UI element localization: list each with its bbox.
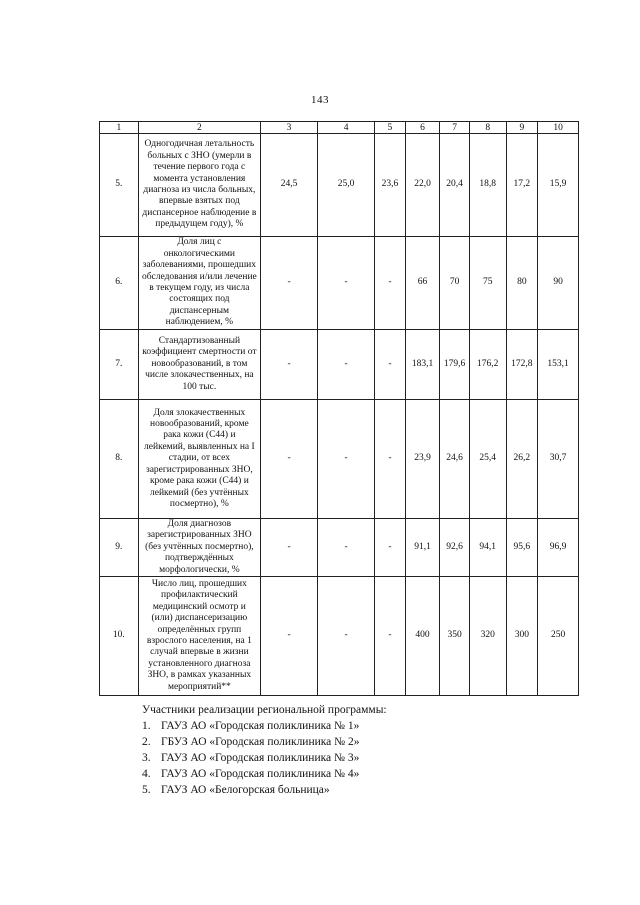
value-cell: 30,7 [538,400,579,519]
value-cell: 250 [538,577,579,696]
value-cell: - [261,400,318,519]
value-cell: 92,6 [440,519,470,577]
value-cell: 24,5 [261,134,318,237]
value-cell: 25,0 [318,134,375,237]
list-item-number: 3. [142,752,151,764]
value-cell: 23,9 [405,400,440,519]
value-cell: 17,2 [506,134,538,237]
value-cell: 24,6 [440,400,470,519]
list-item-number: 5. [142,784,151,796]
header-cell: 10 [538,122,579,134]
value-cell: 320 [469,577,506,696]
value-cell: 25,4 [469,400,506,519]
value-cell: - [261,577,318,696]
header-cell: 1 [100,122,139,134]
participants-heading: Участники реализации региональной программы: [142,704,387,716]
list-item [142,718,387,734]
header-cell: 9 [506,122,538,134]
indicator-name: Доля лиц с онкологическими заболеваниями, прошедших обследования и/или лечение в текущем году, из числа состоящих под диспансерным наблюдением, % [138,237,260,330]
value-cell: 15,9 [538,134,579,237]
list-item-text: ГАУЗ АО «Городская поликлиника № 3» [161,752,360,764]
value-cell: 75 [469,237,506,330]
header-cell: 7 [440,122,470,134]
value-cell: - [318,577,375,696]
list-item-text: ГАУЗ АО «Городская поликлиника № 4» [161,768,360,780]
value-cell: 400 [405,577,440,696]
indicator-name: Число лиц, прошедших профилактический медицинский осмотр и (или) диспансеризацию определённых групп взрослого населения, на 1 случай впервые в жизни установленного диагноза ЗНО, в рамках указанных мероприятий** [138,577,260,696]
value-cell: 91,1 [405,519,440,577]
row-number: 7. [100,330,139,400]
indicator-name: Стандартизованный коэффициент смертности от новообразований, в том числе злокачественных, на 100 тыс. [138,330,260,400]
participants-list [142,718,387,798]
row-number: 8. [100,400,139,519]
value-cell: - [261,330,318,400]
page-number: 143 [311,94,329,106]
indicator-name: Доля диагнозов зарегистрированных ЗНО (без учтённых посмертно), подтверждённых морфологически, % [138,519,260,577]
list-item [142,734,387,750]
value-cell: 172,8 [506,330,538,400]
value-cell: - [318,237,375,330]
value-cell: 22,0 [405,134,440,237]
list-item [142,750,387,766]
list-item [142,766,387,782]
value-cell: 90 [538,237,579,330]
row-number: 9. [100,519,139,577]
table-row [100,237,579,330]
value-cell: 179,6 [440,330,470,400]
list-item-text: ГАУЗ АО «Городская поликлиника № 1» [161,720,360,732]
list-item-number: 2. [142,736,151,748]
table-header-row [100,122,579,134]
value-cell: 96,9 [538,519,579,577]
value-cell: 183,1 [405,330,440,400]
value-cell: - [375,577,406,696]
header-cell: 3 [261,122,318,134]
value-cell: 300 [506,577,538,696]
participants-section [142,702,387,798]
value-cell: 18,8 [469,134,506,237]
row-number: 5. [100,134,139,237]
indicators-table [99,121,579,696]
value-cell: - [375,400,406,519]
table-row [100,400,579,519]
value-cell: 350 [440,577,470,696]
value-cell: - [318,519,375,577]
indicator-name: Одногодичная летальность больных с ЗНО (умерли в течение первого года с момента установления диагноза из числа больных, впервые взятых под диспансерное наблюдение в предыдущем году), % [138,134,260,237]
value-cell: - [375,237,406,330]
value-cell: - [375,330,406,400]
header-cell: 5 [375,122,406,134]
list-item-number: 4. [142,768,151,780]
list-item-number: 1. [142,720,151,732]
header-cell: 8 [469,122,506,134]
table-row [100,134,579,237]
value-cell: 94,1 [469,519,506,577]
value-cell: 26,2 [506,400,538,519]
row-number: 6. [100,237,139,330]
indicator-name: Доля злокачественных новообразований, кроме рака кожи (С44) и лейкемий, выявленных на I стадии, от всех зарегистрированных ЗНО, кроме рака кожи (С44) и лейкемий (без учтённых посмертно), % [138,400,260,519]
header-cell: 6 [405,122,440,134]
header-cell: 2 [138,122,260,134]
value-cell: 70 [440,237,470,330]
list-item [142,782,387,798]
value-cell: 20,4 [440,134,470,237]
header-cell: 4 [318,122,375,134]
value-cell: - [261,519,318,577]
value-cell: 95,6 [506,519,538,577]
list-item-text: ГАУЗ АО «Белогорская больница» [161,784,330,796]
row-number: 10. [100,577,139,696]
list-item-text: ГБУЗ АО «Городская поликлиника № 2» [161,736,360,748]
value-cell: - [318,330,375,400]
value-cell: 80 [506,237,538,330]
value-cell: 153,1 [538,330,579,400]
table-row [100,519,579,577]
value-cell: 66 [405,237,440,330]
value-cell: - [318,400,375,519]
value-cell: - [375,519,406,577]
value-cell: 176,2 [469,330,506,400]
table-row [100,330,579,400]
value-cell: - [261,237,318,330]
table-row [100,577,579,696]
value-cell: 23,6 [375,134,406,237]
